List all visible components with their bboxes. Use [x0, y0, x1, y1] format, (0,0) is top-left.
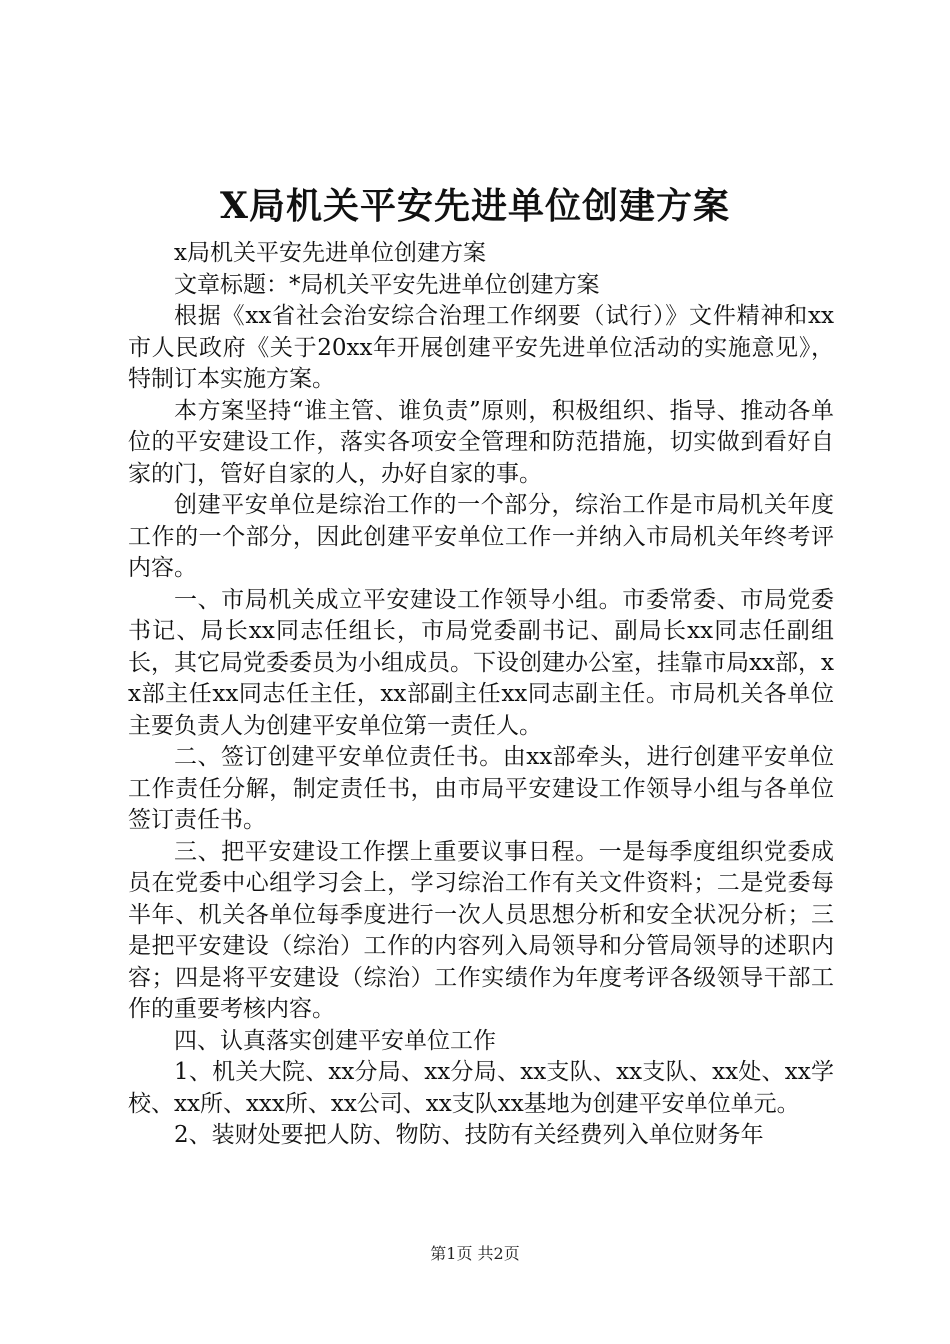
document-body — [128, 238, 834, 1152]
paragraph: 创建平安单位是综治工作的一个部分，综治工作是市局机关年度工作的一个部分，因此创建平安单位工作一并纳入市局机关年终考评内容。 — [128, 492, 834, 581]
paragraph-article-title: 文章标题：*局机关平安先进单位创建方案 — [174, 271, 600, 298]
paragraph: 1、机关大院、xx分局、xx分局、xx支队、xx支队、xx处、xx学校、xx所、xxx所、xx公司、xx支队xx基地为创建平安单位单元。 — [128, 1059, 834, 1117]
paragraph: 2、装财处要把人防、物防、技防有关经费列入单位财务年 — [174, 1122, 764, 1148]
document-title: X局机关平安先进单位创建方案 — [220, 185, 730, 227]
paragraph-subtitle: x局机关平安先进单位创建方案 — [174, 240, 486, 266]
paragraph: 二、签订创建平安单位责任书。由xx部牵头，进行创建平安单位工作责任分解，制定责任书，由市局平安建设工作领导小组与各单位签订责任书。 — [128, 744, 834, 833]
paragraph: 本方案坚持“谁主管、谁负责”原则，积极组织、指导、推动各单位的平安建设工作，落实各项安全管理和防范措施，切实做到看好自家的门，管好自家的人，办好自家的事。 — [128, 397, 834, 487]
page-footer: 第1页 共2页 — [430, 1244, 520, 1263]
paragraph: 一、市局机关成立平安建设工作领导小组。市委常委、市局党委书记、局长xx同志任组长，市局党委副书记、副局长xx同志任副组长，其它局党委委员为小组成员。下设创建办公室，挂靠市局xx部，xx部主任xx同志任主任，xx部副主任xx同志副主任。市局机关各单位主要负责人为创建平安单位第一责任人。 — [128, 586, 834, 739]
section-heading: 四、认真落实创建平安单位工作 — [174, 1027, 496, 1054]
paragraph: 根据《xx省社会治安综合治理工作纲要（试行）》文件精神和xx市人民政府《关于20xx年开展创建平安先进单位活动的实施意见》，特制订本实施方案。 — [128, 303, 834, 392]
paragraph: 三、把平安建设工作摆上重要议事日程。一是每季度组织党委成员在党委中心组学习会上，学习综治工作有关文件资料；二是党委每半年、机关各单位每季度进行一次人员思想分析和安全状况分析；三是把平安建设（综治）工作的内容列入局领导和分管局领导的述职内容；四是将平安建设（综治）工作实绩作为年度考评各级领导干部工作的重要考核内容。 — [128, 838, 834, 1022]
